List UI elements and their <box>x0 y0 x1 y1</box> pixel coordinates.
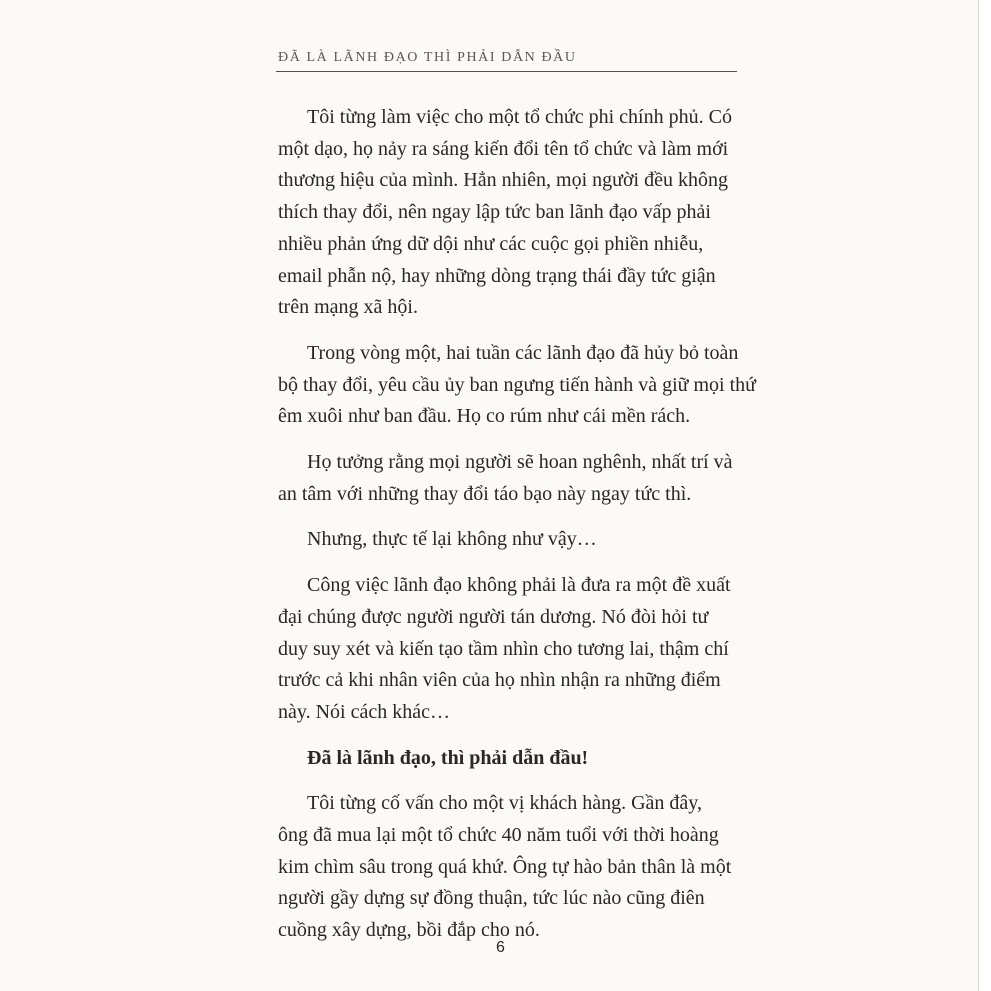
text-line: trước cả khi nhân viên của họ nhìn nhận ra những điểm <box>278 669 721 692</box>
paragraph-3 <box>278 447 740 510</box>
text-line: bộ thay đổi, yêu cầu ủy ban ngưng tiến hành và giữ mọi thứ <box>278 373 756 396</box>
page-margin <box>979 0 991 991</box>
text-line: một dạo, họ nảy ra sáng kiến đổi tên tổ chức và làm mới <box>278 137 729 160</box>
page-number: 6 <box>496 939 505 956</box>
text-line: êm xuôi như ban đầu. Họ co rúm như cái mền rách. <box>278 405 691 428</box>
text-line: email phẫn nộ, hay những dòng trạng thái đầy tức giận <box>278 264 716 287</box>
text-line: trên mạng xã hội. <box>278 296 418 319</box>
header-rule <box>276 71 737 72</box>
paragraph-7 <box>278 788 740 947</box>
text-line: người gầy dựng sự đồng thuận, tức lúc nào cũng điên <box>278 887 705 910</box>
paragraph-5 <box>278 570 740 729</box>
text-line: thích thay đổi, nên ngay lập tức ban lãnh đạo vấp phải <box>278 201 711 224</box>
text-line: Tôi từng cố vấn cho một vị khách hàng. Gần đây, <box>307 792 702 815</box>
text-line: Họ tưởng rằng mọi người sẽ hoan nghênh, nhất trí và <box>307 451 733 474</box>
text-line: Trong vòng một, hai tuần các lãnh đạo đã hủy bỏ toàn <box>307 341 739 364</box>
paragraph-4 <box>278 524 740 556</box>
paragraph-2 <box>278 338 756 433</box>
text-line: nhiều phản ứng dữ dội như các cuộc gọi phiền nhiễu, <box>278 232 704 255</box>
bold-heading-paragraph <box>278 743 740 775</box>
text-line: an tâm với những thay đổi táo bạo này ngay tức thì. <box>278 482 692 505</box>
text-line: đại chúng được người người tán dương. Nó đòi hỏi tư <box>278 605 709 628</box>
text-line: Đã là lãnh đạo, thì phải dẫn đầu! <box>307 746 589 769</box>
text-line: Công việc lãnh đạo không phải là đưa ra một đề xuất <box>307 574 731 597</box>
text-line: ông đã mua lại một tổ chức 40 năm tuổi với thời hoàng <box>278 824 719 847</box>
paragraph-1 <box>278 102 740 324</box>
text-line: Nhưng, thực tế lại không như vậy… <box>307 528 597 551</box>
text-line: cuồng xây dựng, bồi đắp cho nó. <box>278 919 540 942</box>
page-edge-line <box>978 0 979 991</box>
text-line: Tôi từng làm việc cho một tổ chức phi chính phủ. Có <box>307 106 732 128</box>
body-text <box>278 102 756 961</box>
text-line: duy suy xét và kiến tạo tầm nhìn cho tương lai, thậm chí <box>278 637 729 660</box>
running-head: ĐÃ LÀ LÃNH ĐẠO THÌ PHẢI DẪN ĐẦU <box>278 50 577 65</box>
text-line: kim chìm sâu trong quá khứ. Ông tự hào bản thân là một <box>278 855 732 878</box>
text-line: thương hiệu của mình. Hẳn nhiên, mọi người đều không <box>278 169 728 192</box>
text-line: này. Nói cách khác… <box>278 700 450 723</box>
